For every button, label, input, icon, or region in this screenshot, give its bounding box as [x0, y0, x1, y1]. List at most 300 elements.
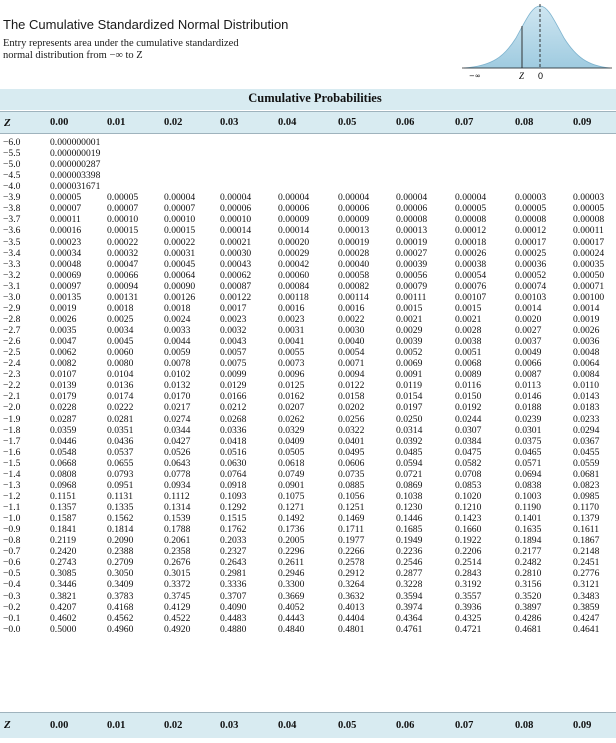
probability-cell: 0.2946: [278, 568, 305, 580]
probability-cell: 0.4562: [107, 612, 134, 624]
probability-cell: 0.2451: [573, 557, 600, 569]
probability-cell: 0.0037: [515, 336, 542, 348]
probability-cell: 0.00039: [396, 258, 428, 270]
probability-cell: 0.1762: [220, 524, 247, 536]
probability-cell: 0.1539: [164, 513, 191, 525]
probability-cell: 0.0594: [396, 457, 423, 469]
z-value-cell: −3.4: [3, 247, 21, 259]
probability-cell: 0.0136: [107, 380, 134, 392]
probability-cell: 0.1056: [338, 490, 365, 502]
table-row: [0, 580, 616, 591]
probability-cell: 0.00010: [220, 214, 252, 226]
probability-cell: 0.1492: [278, 513, 305, 525]
probability-cell: 0.2676: [164, 557, 191, 569]
z-value-cell: −0.6: [3, 557, 21, 569]
footer-col-header-0-01: 0.01: [107, 713, 164, 738]
probability-cell: 0.0023: [278, 313, 305, 325]
probability-cell: 0.2358: [164, 546, 191, 558]
probability-cell: 0.0034: [107, 325, 134, 337]
probability-cell: 0.3783: [107, 590, 134, 602]
probability-cell: 0.00040: [338, 258, 370, 270]
probability-cell: 0.00021: [220, 236, 252, 248]
probability-cell: 0.0025: [107, 313, 134, 325]
probability-cell: 0.4090: [220, 601, 247, 613]
z-value-cell: −3.3: [3, 258, 21, 270]
probability-cell: 0.2776: [573, 568, 600, 580]
probability-cell: 0.00036: [515, 258, 547, 270]
probability-cell: 0.0102: [164, 369, 191, 381]
probability-cell: 0.0179: [50, 391, 77, 403]
table-row: [0, 237, 616, 248]
probability-cell: 0.3446: [50, 579, 77, 591]
table-row: [0, 314, 616, 325]
probability-cell: 0.00069: [50, 269, 82, 281]
probability-cell: 0.0968: [50, 479, 77, 491]
probability-cell: 0.2981: [220, 568, 247, 580]
probability-cell: 0.00008: [573, 214, 605, 226]
probability-cell: 0.2843: [455, 568, 482, 580]
probability-cell: 0.1423: [455, 513, 482, 525]
probability-cell: 0.0655: [107, 457, 134, 469]
probability-cell: 0.0222: [107, 402, 134, 414]
probability-cell: 0.0268: [220, 413, 247, 425]
probability-cell: 0.0162: [278, 391, 305, 403]
probability-cell: 0.00009: [338, 214, 370, 226]
probability-cell: 0.00018: [455, 236, 487, 248]
table-row: [0, 469, 616, 480]
probability-cell: 0.00031: [164, 247, 196, 259]
table-row: [0, 160, 616, 171]
probability-cell: 0.0793: [107, 468, 134, 480]
probability-cell: 0.00027: [396, 247, 428, 259]
probability-cell: 0.0274: [164, 413, 191, 425]
probability-cell: 0.1020: [455, 490, 482, 502]
probability-cell: 0.00079: [396, 280, 428, 292]
probability-cell: 0.1190: [515, 502, 542, 514]
z-value-cell: −1.4: [3, 468, 21, 480]
probability-cell: 0.000003398: [50, 170, 101, 182]
subtitle-line-2: normal distribution from −∞ to Z: [3, 50, 143, 61]
probability-cell: 0.1469: [338, 513, 365, 525]
probability-cell: 0.0764: [220, 468, 247, 480]
probability-cell: 0.0207: [278, 402, 305, 414]
probability-cell: 0.00011: [50, 214, 81, 226]
probability-cell: 0.4404: [338, 612, 365, 624]
table-row: [0, 381, 616, 392]
probability-cell: 0.0384: [455, 435, 482, 447]
probability-cell: 0.0055: [278, 347, 305, 359]
probability-cell: 0.0170: [164, 391, 191, 403]
probability-cell: 0.0026: [573, 325, 600, 337]
z-column-header: Z: [0, 112, 44, 134]
probability-cell: 0.0096: [278, 369, 305, 381]
probability-cell: 0.0918: [220, 479, 247, 491]
probability-cell: 0.4840: [278, 623, 305, 635]
probability-cell: 0.1922: [455, 535, 482, 547]
probability-cell: 0.0418: [220, 435, 247, 447]
z-value-cell: −0.3: [3, 590, 21, 602]
probability-cell: 0.4960: [107, 623, 134, 635]
probability-cell: 0.2514: [455, 557, 482, 569]
probability-cell: 0.2236: [396, 546, 423, 558]
probability-cell: 0.3121: [573, 579, 600, 591]
probability-cell: 0.3409: [107, 579, 134, 591]
probability-cell: 0.1131: [107, 490, 134, 502]
probability-cell: 0.0026: [50, 313, 77, 325]
z-value-cell: −2.8: [3, 313, 21, 325]
column-header-row: [0, 112, 616, 134]
probability-cell: 0.0392: [396, 435, 423, 447]
probability-cell: 0.00100: [573, 291, 605, 303]
probability-cell: 0.00006: [278, 203, 310, 215]
probability-cell: 0.00005: [573, 203, 605, 215]
probability-cell: 0.1515: [220, 513, 247, 525]
table-row: [0, 569, 616, 580]
footer-header-row: [0, 713, 616, 738]
probability-cell: 0.00008: [396, 214, 428, 226]
probability-cell: 0.1379: [573, 513, 600, 525]
probability-cell: 0.0436: [107, 435, 134, 447]
probability-cell: 0.3336: [220, 579, 247, 591]
probability-cell: 0.3936: [455, 601, 482, 613]
probability-cell: 0.0059: [164, 347, 191, 359]
normal-curve-figure: [462, 2, 612, 82]
probability-cell: 0.1401: [515, 513, 542, 525]
z-value-cell: −5.5: [3, 148, 21, 160]
probability-cell: 0.00012: [455, 225, 487, 237]
probability-cell: 0.3300: [278, 579, 305, 591]
z-value-cell: −3.7: [3, 214, 21, 226]
table-row: [0, 259, 616, 270]
probability-cell: 0.0202: [338, 402, 365, 414]
probability-cell: 0.1151: [50, 490, 77, 502]
probability-cell: 0.00017: [573, 236, 605, 248]
probability-cell: 0.00058: [338, 269, 370, 281]
subtitle-line-1: Entry represents area under the cumulative standardized: [3, 38, 239, 49]
probability-cell: 0.0294: [573, 424, 600, 436]
probability-cell: 0.00097: [50, 280, 82, 292]
probability-cell: 0.3557: [455, 590, 482, 602]
probability-cell: 0.3745: [164, 590, 191, 602]
probability-cell: 0.0228: [50, 402, 77, 414]
probability-cell: 0.0808: [50, 468, 77, 480]
probability-cell: 0.00019: [338, 236, 370, 248]
probability-cell: 0.0039: [396, 336, 423, 348]
table-row: [0, 370, 616, 381]
table-row: [0, 281, 616, 292]
probability-cell: 0.00025: [515, 247, 547, 259]
probability-cell: 0.0367: [573, 435, 600, 447]
probability-cell: 0.0031: [278, 325, 305, 337]
probability-cell: 0.0409: [278, 435, 305, 447]
probability-cell: 0.4641: [573, 623, 600, 635]
probability-cell: 0.0668: [50, 457, 77, 469]
probability-cell: 0.0040: [338, 336, 365, 348]
z-value-cell: −0.9: [3, 524, 21, 536]
probability-cell: 0.2327: [220, 546, 247, 558]
table-row: [0, 458, 616, 469]
z-value-cell: −1.0: [3, 513, 21, 525]
probability-cell: 0.0582: [455, 457, 482, 469]
probability-cell: 0.0080: [107, 358, 134, 370]
probability-cell: 0.000000287: [50, 159, 101, 171]
probability-cell: 0.0139: [50, 380, 77, 392]
probability-cell: 0.4168: [107, 601, 134, 613]
probability-cell: 0.0027: [515, 325, 542, 337]
probability-cell: 0.2482: [515, 557, 542, 569]
probability-cell: 0.00107: [455, 291, 487, 303]
probability-cell: 0.1446: [396, 513, 423, 525]
table-col-header-0-02: 0.02: [164, 112, 220, 134]
z-value-cell: −5.0: [3, 159, 21, 171]
probability-cell: 0.0188: [515, 402, 542, 414]
probability-cell: 0.0089: [455, 369, 482, 381]
probability-cell: 0.3520: [515, 590, 542, 602]
probability-cell: 0.4522: [164, 612, 191, 624]
probability-cell: 0.0446: [50, 435, 77, 447]
probability-cell: 0.00023: [50, 236, 82, 248]
probability-cell: 0.0475: [455, 446, 482, 458]
table-col-header-0-06: 0.06: [396, 112, 455, 134]
probability-cell: 0.0287: [50, 413, 77, 425]
probability-cell: 0.00084: [278, 280, 310, 292]
probability-cell: 0.0122: [338, 380, 365, 392]
probability-cell: 0.00034: [50, 247, 82, 259]
probability-cell: 0.0778: [164, 468, 191, 480]
probability-cell: 0.00111: [396, 291, 427, 303]
table-row: [0, 558, 616, 569]
probability-cell: 0.1841: [50, 524, 77, 536]
probability-cell: 0.0052: [396, 347, 423, 359]
probability-cell: 0.00012: [515, 225, 547, 237]
probability-cell: 0.0681: [573, 468, 600, 480]
table-row: [0, 292, 616, 303]
probability-cell: 0.00131: [107, 291, 139, 303]
probability-cell: 0.0036: [573, 336, 600, 348]
probability-cell: 0.0505: [278, 446, 305, 458]
probability-cell: 0.3085: [50, 568, 77, 580]
probability-cell: 0.00004: [278, 192, 310, 204]
z-value-cell: −2.6: [3, 336, 21, 348]
probability-cell: 0.2578: [338, 557, 365, 569]
z-value-cell: −3.9: [3, 192, 21, 204]
table-row: [0, 326, 616, 337]
probability-cell: 0.0024: [164, 313, 191, 325]
z-value-cell: −0.8: [3, 535, 21, 547]
probability-cell: 0.0107: [50, 369, 77, 381]
probability-cell: 0.0985: [573, 490, 600, 502]
table-row: [0, 193, 616, 204]
probability-cell: 0.0019: [50, 302, 77, 314]
probability-cell: 0.00006: [220, 203, 252, 215]
z-value-cell: −2.1: [3, 391, 21, 403]
probability-cell: 0.1271: [278, 502, 305, 514]
probability-cell: 0.00010: [164, 214, 196, 226]
probability-cell: 0.1314: [164, 502, 191, 514]
probability-cell: 0.00015: [107, 225, 139, 237]
page-title: The Cumulative Standardized Normal Distribution: [3, 17, 289, 32]
table-row: [0, 613, 616, 624]
probability-cell: 0.0045: [107, 336, 134, 348]
probability-cell: 0.0018: [164, 302, 191, 314]
probability-cell: 0.4483: [220, 612, 247, 624]
table-row: [0, 392, 616, 403]
probability-cell: 0.00004: [164, 192, 196, 204]
z-value-cell: −1.5: [3, 457, 21, 469]
probability-cell: 0.2266: [338, 546, 365, 558]
z-value-cell: −2.9: [3, 302, 21, 314]
probability-cell: 0.000000001: [50, 137, 101, 149]
probability-cell: 0.3483: [573, 590, 600, 602]
probability-cell: 0.2090: [107, 535, 134, 547]
probability-cell: 0.0143: [573, 391, 600, 403]
z-value-cell: −0.0: [3, 623, 21, 635]
probability-cell: 0.4325: [455, 612, 482, 624]
probability-cell: 0.3015: [164, 568, 191, 580]
table-row: [0, 414, 616, 425]
probability-cell: 0.0749: [278, 468, 305, 480]
probability-cell: 0.0021: [396, 313, 423, 325]
probability-cell: 0.0401: [338, 435, 365, 447]
probability-cell: 0.3859: [573, 601, 600, 613]
probability-cell: 0.00056: [396, 269, 428, 281]
probability-cell: 0.1357: [50, 502, 77, 514]
probability-cell: 0.2061: [164, 535, 191, 547]
probability-cell: 0.0071: [338, 358, 365, 370]
probability-cell: 0.2743: [50, 557, 77, 569]
probability-cell: 0.1075: [278, 490, 305, 502]
probability-cell: 0.0087: [515, 369, 542, 381]
probability-cell: 0.0351: [107, 424, 134, 436]
probability-cell: 0.00007: [107, 203, 139, 215]
neg-inf-label: −∞: [469, 72, 481, 80]
bell-curve-shape: [464, 6, 610, 68]
table-col-header-0-09: 0.09: [573, 112, 616, 134]
z-value-cell: −3.2: [3, 269, 21, 281]
table-row: [0, 436, 616, 447]
probability-cell: 0.2206: [455, 546, 482, 558]
probability-cell: 0.00028: [338, 247, 370, 259]
z-value-cell: −3.0: [3, 291, 21, 303]
probability-cell: 0.00038: [455, 258, 487, 270]
probability-cell: 0.0146: [515, 391, 542, 403]
probability-cell: 0.0154: [396, 391, 423, 403]
probability-cell: 0.00009: [278, 214, 310, 226]
z-value-cell: −0.7: [3, 546, 21, 558]
probability-cell: 0.0526: [164, 446, 191, 458]
probability-cell: 0.1867: [573, 535, 600, 547]
probability-cell: 0.2643: [220, 557, 247, 569]
probability-cell: 0.0019: [573, 313, 600, 325]
probability-cell: 0.0212: [220, 402, 247, 414]
probability-cell: 0.1003: [515, 490, 542, 502]
probability-cell: 0.0150: [455, 391, 482, 403]
probability-cell: 0.00005: [107, 192, 139, 204]
probability-cell: 0.00004: [455, 192, 487, 204]
probability-cell: 0.0233: [573, 413, 600, 425]
probability-cell: 0.0091: [396, 369, 423, 381]
probability-cell: 0.1814: [107, 524, 134, 536]
probability-cell: 0.00114: [338, 291, 369, 303]
probability-cell: 0.0606: [338, 457, 365, 469]
probability-cell: 0.4880: [220, 623, 247, 635]
table-row: [0, 514, 616, 525]
probability-cell: 0.00030: [220, 247, 252, 259]
probability-cell: 0.0571: [515, 457, 542, 469]
probability-cell: 0.00060: [278, 269, 310, 281]
probability-cell: 0.0314: [396, 424, 423, 436]
probability-cell: 0.00004: [396, 192, 428, 204]
probability-cell: 0.0041: [278, 336, 305, 348]
footer-col-header-0-07: 0.07: [455, 713, 515, 738]
probability-cell: 0.2912: [338, 568, 365, 580]
probability-cell: 0.1562: [107, 513, 134, 525]
probability-cell: 0.00006: [338, 203, 370, 215]
probability-cell: 0.0054: [338, 347, 365, 359]
probability-cell: 0.0017: [220, 302, 247, 314]
probability-cell: 0.0239: [515, 413, 542, 425]
probability-cell: 0.0116: [455, 380, 482, 392]
probability-cell: 0.0020: [515, 313, 542, 325]
z-value-cell: −0.2: [3, 601, 21, 613]
probability-cell: 0.2119: [50, 535, 77, 547]
z-value-cell: −0.5: [3, 568, 21, 580]
probability-cell: 0.0174: [107, 391, 134, 403]
table-row: [0, 348, 616, 359]
probability-cell: 0.0082: [50, 358, 77, 370]
probability-cell: 0.0073: [278, 358, 305, 370]
probability-cell: 0.4052: [278, 601, 305, 613]
probability-cell: 0.0066: [515, 358, 542, 370]
z-value-cell: −1.2: [3, 490, 21, 502]
probability-cell: 0.0029: [396, 325, 423, 337]
probability-cell: 0.0197: [396, 402, 423, 414]
probability-cell: 0.0516: [220, 446, 247, 458]
probability-cell: 0.00071: [573, 280, 605, 292]
probability-cell: 0.00014: [278, 225, 310, 237]
probability-cell: 0.0110: [573, 380, 600, 392]
probability-cell: 0.1635: [515, 524, 542, 536]
table-row: [0, 525, 616, 536]
table-row: [0, 337, 616, 348]
probability-cell: 0.2296: [278, 546, 305, 558]
table-row: [0, 480, 616, 491]
probability-cell: 0.0104: [107, 369, 134, 381]
probability-cell: 0.00029: [278, 247, 310, 259]
probability-cell: 0.00015: [164, 225, 196, 237]
probability-cell: 0.00074: [515, 280, 547, 292]
probability-cell: 0.00135: [50, 291, 82, 303]
probability-cell: 0.00005: [455, 203, 487, 215]
z-value-cell: −3.6: [3, 225, 21, 237]
probability-cell: 0.00013: [338, 225, 370, 237]
probability-cell: 0.4602: [50, 612, 77, 624]
probability-cell: 0.0062: [50, 347, 77, 359]
probability-cell: 0.00103: [515, 291, 547, 303]
z-value-cell: −2.4: [3, 358, 21, 370]
probability-cell: 0.4681: [515, 623, 542, 635]
probability-cell: 0.0951: [107, 479, 134, 491]
probability-cell: 0.0129: [220, 380, 247, 392]
probability-cell: 0.4207: [50, 601, 77, 613]
probability-cell: 0.0485: [396, 446, 423, 458]
probability-cell: 0.1788: [164, 524, 191, 536]
probability-cell: 0.00118: [278, 291, 309, 303]
footer-col-header-0-02: 0.02: [164, 713, 220, 738]
probability-cell: 0.00005: [50, 192, 82, 204]
probability-cell: 0.00126: [164, 291, 196, 303]
z-value-cell: −2.5: [3, 347, 21, 359]
